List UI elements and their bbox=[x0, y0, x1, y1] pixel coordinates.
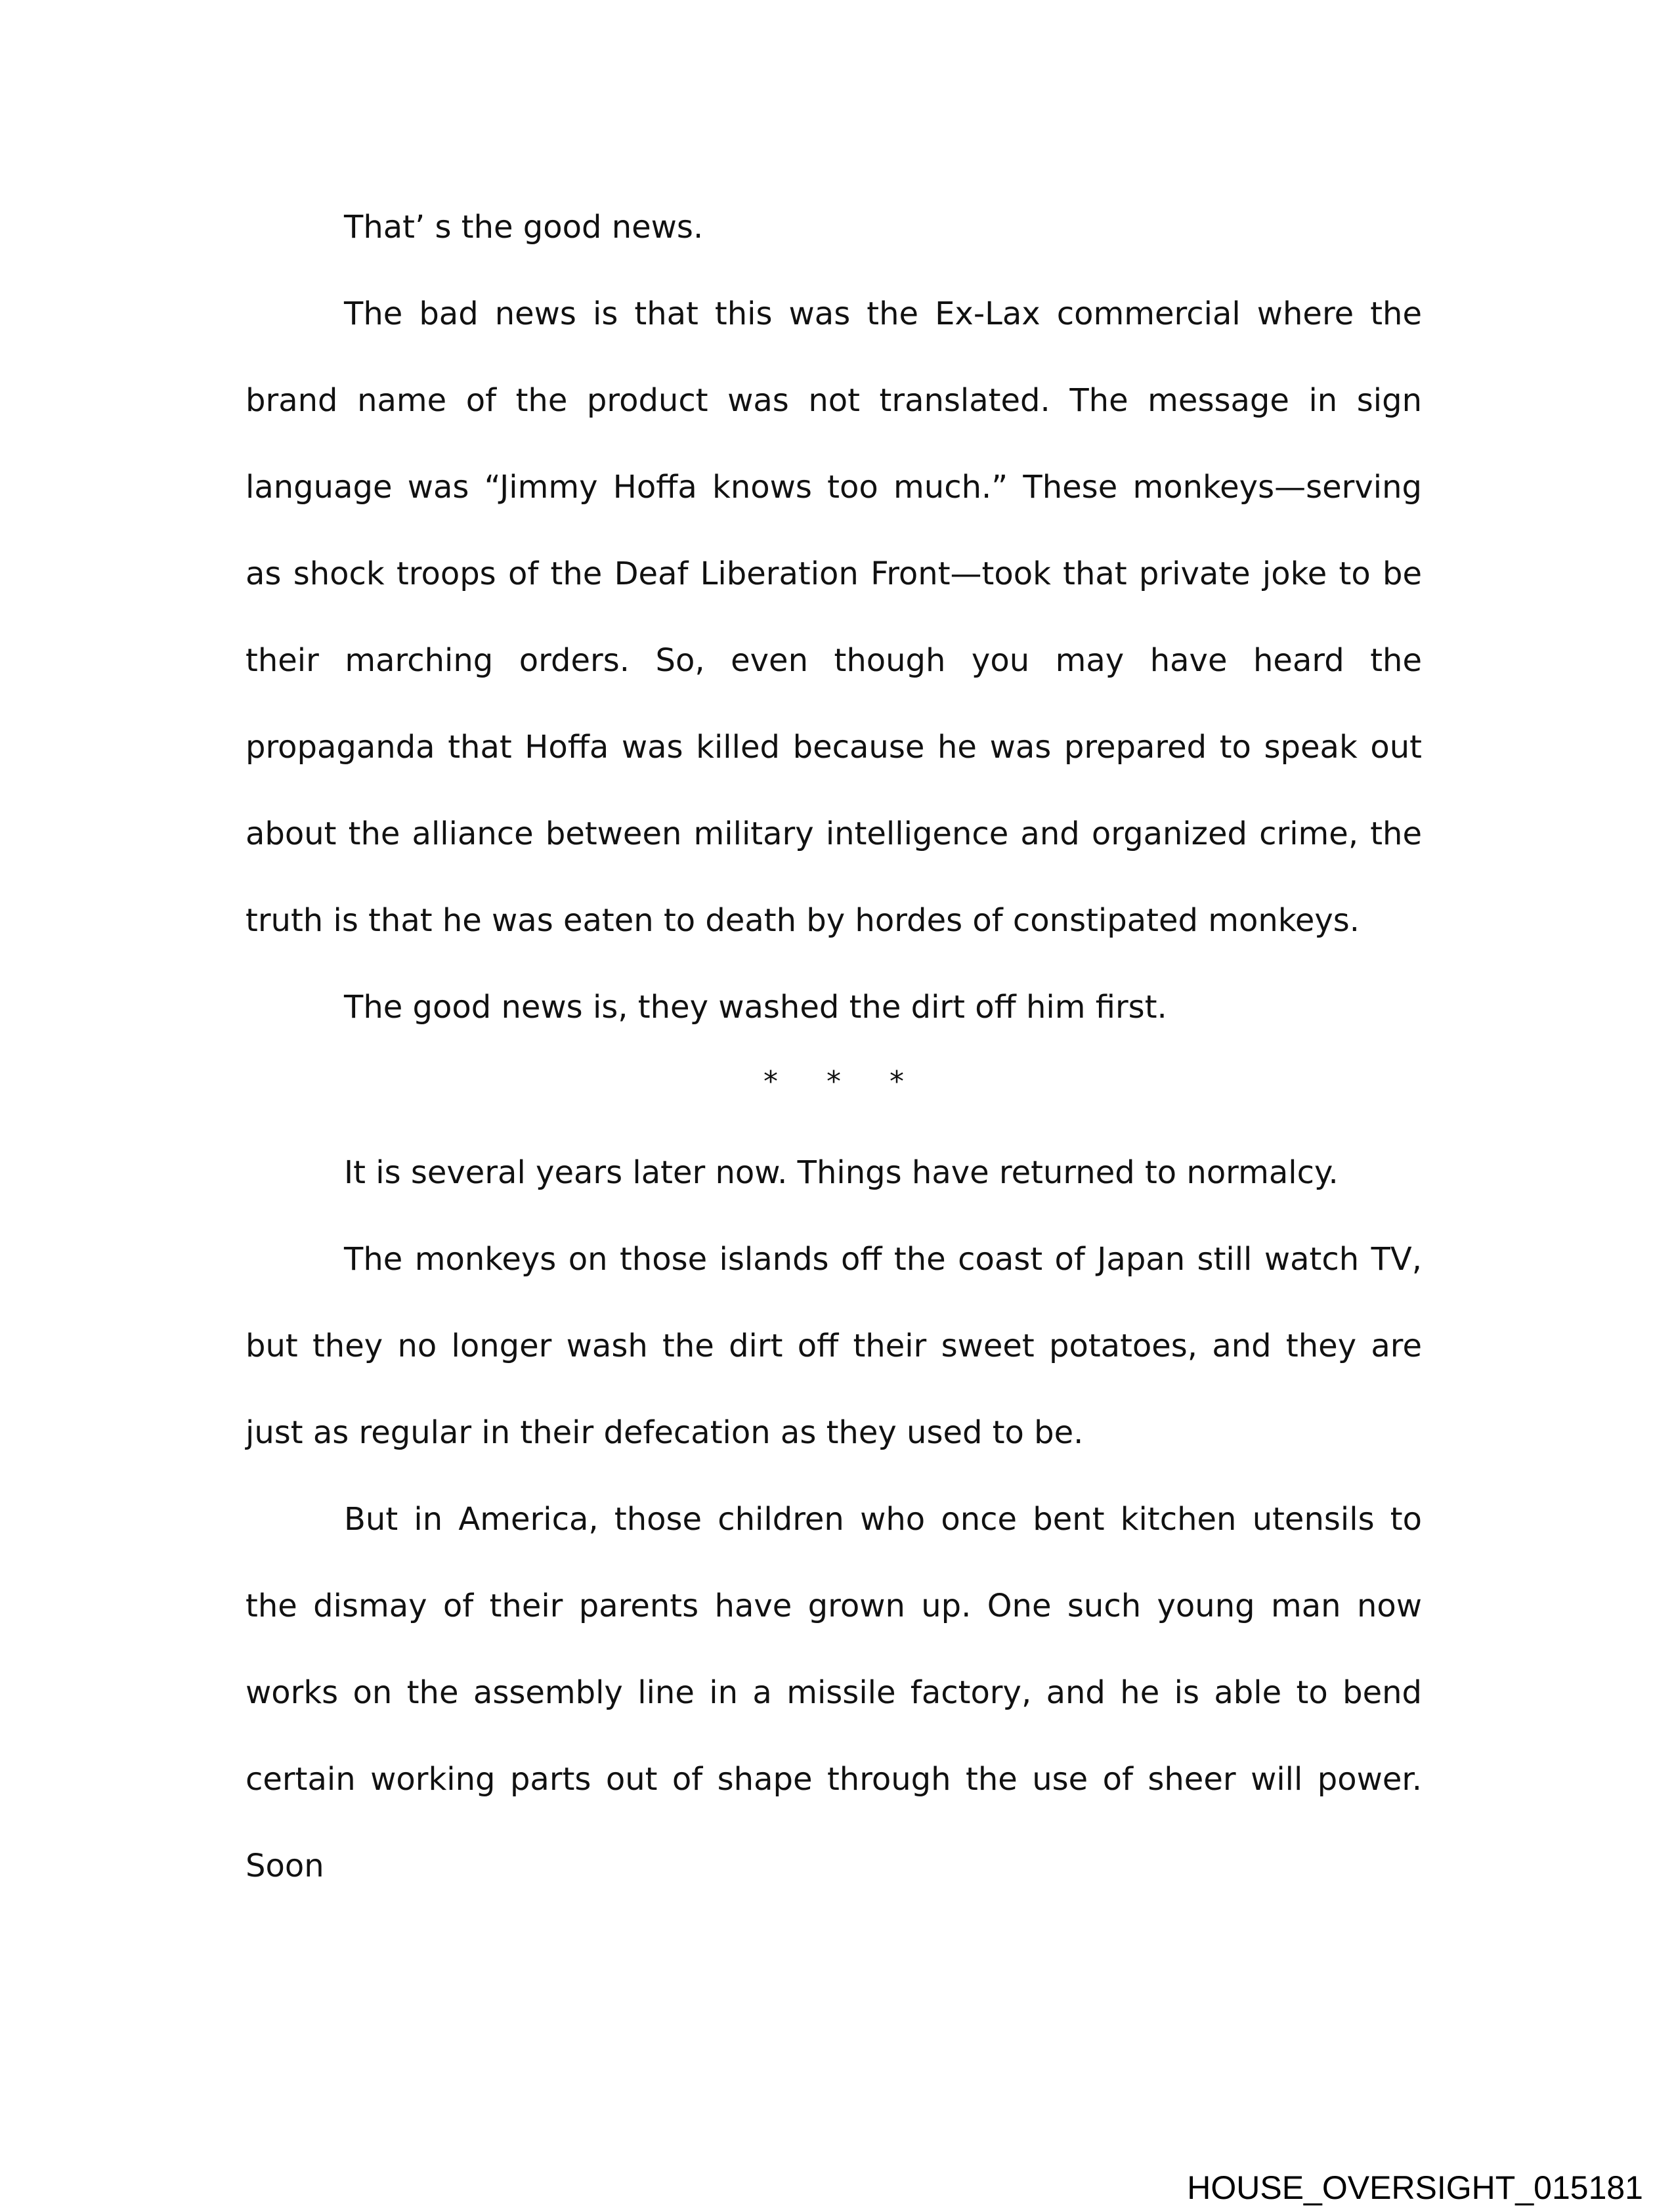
bates-number: HOUSE_OVERSIGHT_015181 bbox=[1187, 2169, 1643, 2206]
paragraph-good-news: That’ s the good news. bbox=[344, 209, 704, 246]
paragraph-bad-news: The bad news is that this was the Ex-Lax commercial where the brand name of the product was not translated. The message in sign language was “Jimmy Hoffa knows too much.” These monkeys—serving as shock troops of the Deaf Liberation Front—took that private joke to be their marching orders. So, even though you may have heard the propaganda that Hoffa was killed because he was prepared to speak out about the alliance between military intelligence and organized crime, the truth is that he was eaten to death by hordes of constipated monkeys. bbox=[246, 295, 1422, 939]
body-text bbox=[246, 184, 1422, 1909]
paragraph-monkeys-islands: The monkeys on those islands off the coast of Japan still watch TV, but they no longer wash the dirt off their sweet potatoes, and they are just as regular in their defecation as they used to be. bbox=[246, 1241, 1422, 1451]
paragraph-america: But in America, those children who once bent kitchen utensils to the dismay of their parents have grown up. One such young man now works on the assembly line in a missile factory, and he is able to bend certain working parts out of shape through the use of sheer will power. Soon bbox=[246, 1501, 1422, 1884]
paragraph-washed-dirt: The good news is, they washed the dirt off him first. bbox=[344, 989, 1167, 1026]
paragraph-years-later: It is several years later now. Things have returned to normalcy. bbox=[344, 1154, 1339, 1191]
section-separator: * * * bbox=[763, 1065, 924, 1098]
